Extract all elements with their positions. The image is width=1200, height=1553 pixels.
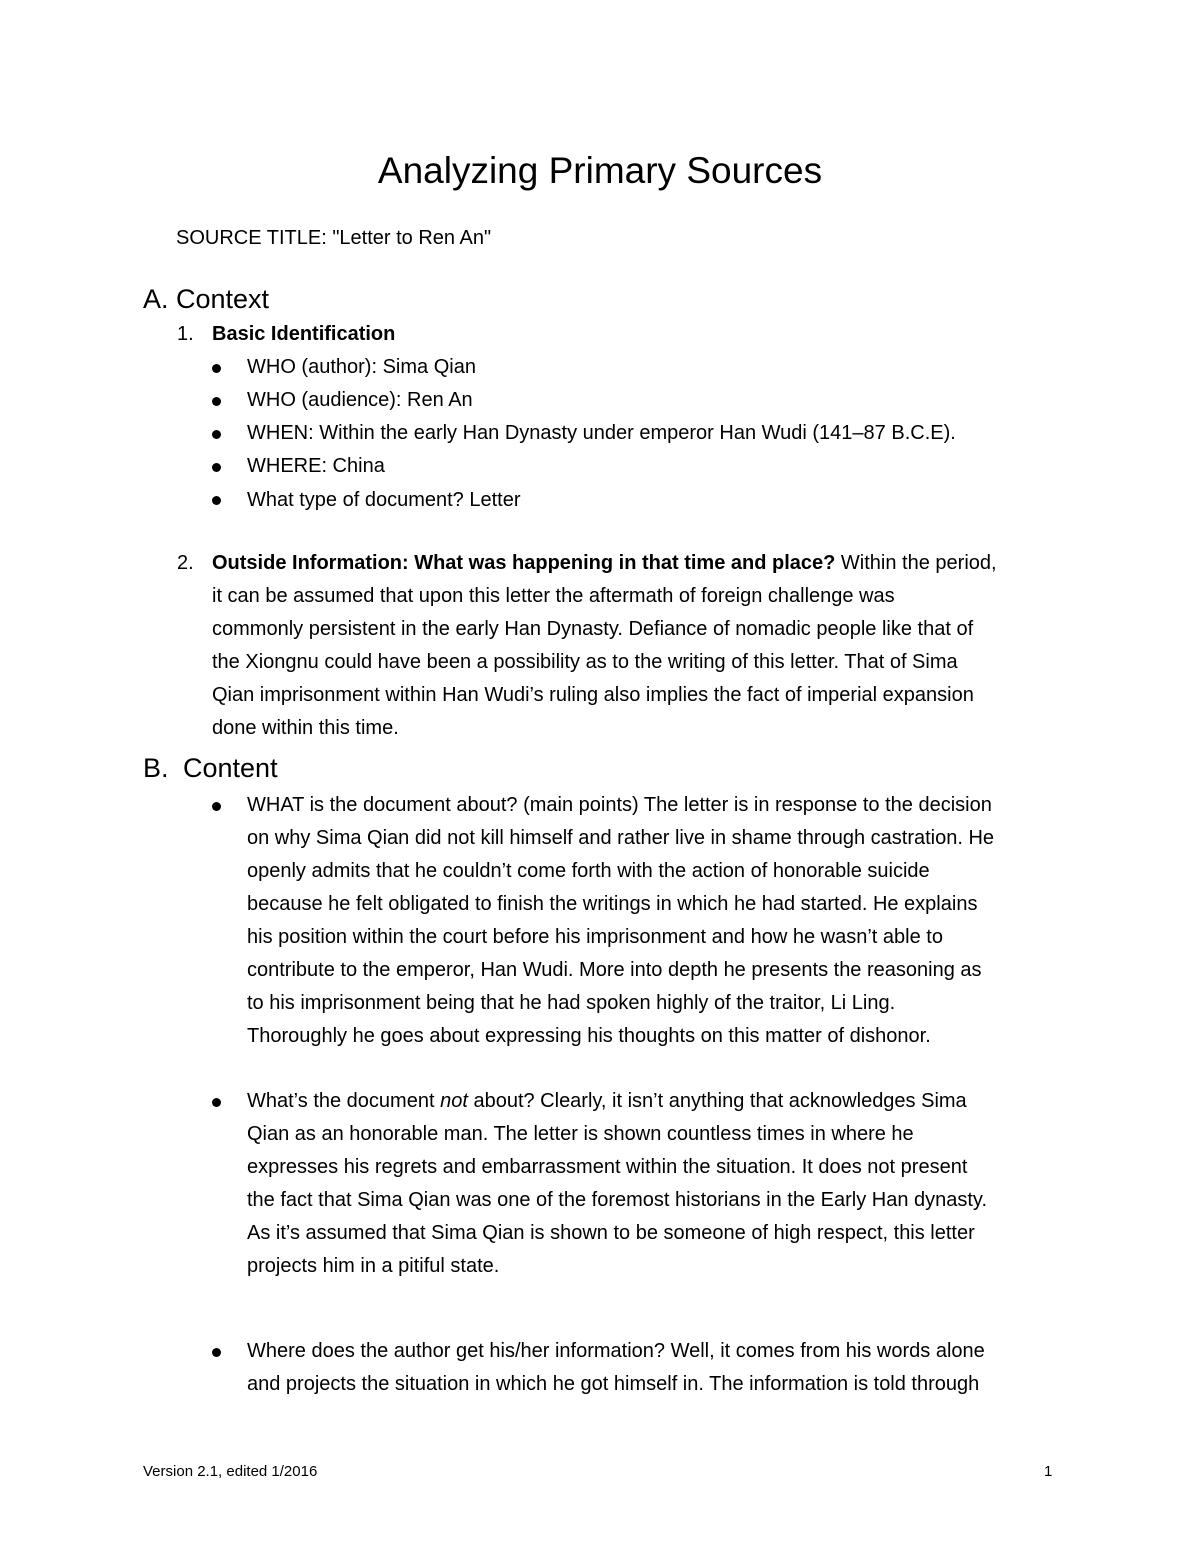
content-not-about-pre: What’s the document: [247, 1090, 441, 1112]
item-2-line: it can be assumed that upon this letter the aftermath of foreign challenge was: [212, 585, 895, 607]
bullet-marker: [212, 802, 221, 811]
item-2-line: Qian imprisonment within Han Wudi’s ruling also implies the fact of imperial expansion: [212, 684, 974, 706]
item-2-line-1: [212, 547, 997, 580]
content-not-about-line: Qian as an honorable man. The letter is shown countless times in where he: [247, 1123, 914, 1145]
bullet-who-author: WHO (author): Sima Qian: [247, 356, 476, 378]
content-what-line: his position within the court before his imprisonment and how he wasn’t able to: [247, 926, 943, 948]
item-2-heading: Outside Information: What was happening in that time and place?: [212, 552, 836, 574]
bullet-marker: [212, 397, 221, 406]
content-source-line: Where does the author get his/her information? Well, it comes from his words alone: [247, 1340, 985, 1362]
content-what-line: because he felt obligated to finish the writings in which he had started. He explains: [247, 893, 978, 915]
content-not-about-emphasis: not: [440, 1090, 468, 1112]
source-title: SOURCE TITLE: "Letter to Ren An": [176, 227, 492, 249]
content-what-line: openly admits that he couldn’t come forth with the action of honorable suicide: [247, 860, 930, 882]
item-1-number: 1.: [177, 323, 194, 345]
item-2-line: the Xiongnu could have been a possibility as to the writing of this letter. That of Sima: [212, 651, 958, 673]
section-b-letter: B.: [143, 753, 169, 783]
bullet-marker: [212, 364, 221, 373]
item-2-text: Within the period,: [835, 552, 997, 574]
item-2-number: 2.: [177, 552, 194, 574]
section-a-label: Context: [176, 284, 270, 314]
page-title: Analyzing Primary Sources: [377, 150, 823, 191]
content-source-line: and projects the situation in which he got himself in. The information is told through: [247, 1373, 980, 1395]
bullet-marker: [212, 463, 221, 472]
footer-version: Version 2.1, edited 1/2016: [143, 1463, 318, 1480]
item-2-line: done within this time.: [212, 717, 399, 739]
content-what-line: to his imprisonment being that he had spoken highly of the traitor, Li Ling.: [247, 992, 896, 1014]
bullet-who-audience: WHO (audience): Ren An: [247, 389, 473, 411]
content-not-about-post: about? Clearly, it isn’t anything that acknowledges Sima: [467, 1090, 967, 1112]
section-b-label: Content: [183, 753, 278, 783]
bullet-marker: [212, 496, 221, 505]
content-not-about-line: the fact that Sima Qian was one of the foremost historians in the Early Han dynasty.: [247, 1189, 987, 1211]
content-what-line: contribute to the emperor, Han Wudi. More into depth he presents the reasoning as: [247, 959, 982, 981]
section-b-heading: [143, 749, 443, 787]
item-2-line: commonly persistent in the early Han Dynasty. Defiance of nomadic people like that of: [212, 618, 974, 640]
content-what-line: WHAT is the document about? (main points) The letter is in response to the decision: [247, 794, 992, 816]
content-not-about-line-1: [247, 1085, 967, 1118]
bullet-where: WHERE: China: [247, 455, 385, 477]
content-what-line: on why Sima Qian did not kill himself and rather live in shame through castration. He: [247, 827, 995, 849]
bullet-marker: [212, 430, 221, 439]
content-what-line: Thoroughly he goes about expressing his thoughts on this matter of dishonor.: [247, 1025, 931, 1047]
section-a-heading: [143, 280, 443, 318]
bullet-marker: [212, 1098, 221, 1107]
footer-page-number: 1: [1044, 1463, 1053, 1480]
bullet-document-type: What type of document? Letter: [247, 489, 521, 511]
content-not-about-line: projects him in a pitiful state.: [247, 1255, 500, 1277]
section-a-letter: A.: [143, 284, 169, 314]
bullet-marker: [212, 1348, 221, 1357]
bullet-when: WHEN: Within the early Han Dynasty under emperor Han Wudi (141–87 B.C.E).: [247, 422, 956, 444]
item-1-heading: Basic Identification: [212, 323, 396, 345]
content-not-about-line: As it’s assumed that Sima Qian is shown to be someone of high respect, this letter: [247, 1222, 975, 1244]
content-not-about-line: expresses his regrets and embarrassment within the situation. It does not present: [247, 1156, 968, 1178]
